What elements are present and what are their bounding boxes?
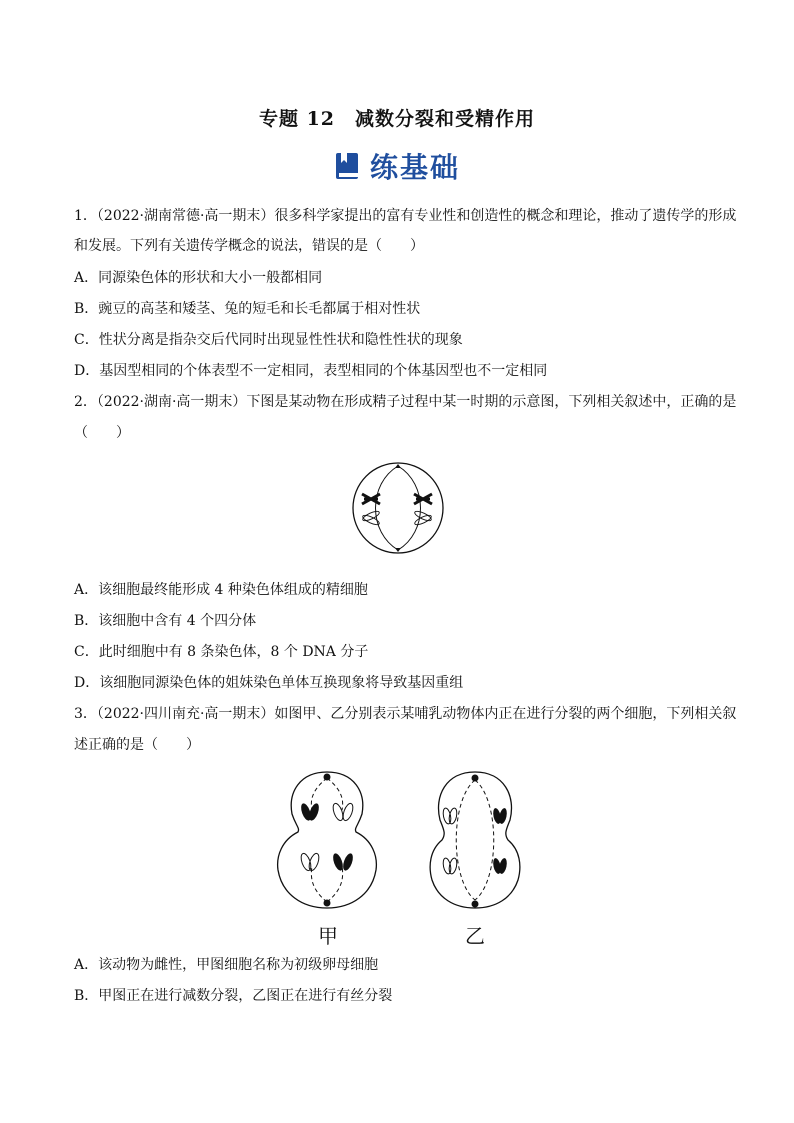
q2-option-c: C．此时细胞中有 8 条染色体，8 个 DNA 分子 <box>74 644 369 660</box>
q3-cell-yi-figure <box>420 770 530 910</box>
q1-stem-line1: 1．（2022·湖南常德·高一期末）很多科学家提出的富有专业性和创造性的概念和理论，推动了遗传学的形成 <box>74 208 737 224</box>
q3-stem-line1: 3．（2022·四川南充·高一期末）如图甲、乙分别表示某哺乳动物体内正在进行分裂的两个细胞，下列相关叙 <box>74 706 737 722</box>
section-banner-text: 练基础 <box>370 151 461 184</box>
q2-option-d: D．该细胞同源染色体的姐妹染色单体互换现象将导致基因重组 <box>74 675 464 691</box>
q2-cell-figure <box>344 460 452 556</box>
q1-stem-line2: 和发展。下列有关遗传学概念的说法，错误的是（ ） <box>74 238 424 254</box>
q3-cell-jia-figure <box>272 770 382 910</box>
q3-option-a: A．该动物为雌性，甲图细胞名称为初级卵母细胞 <box>74 957 379 973</box>
q2-option-b: B．该细胞中含有 4 个四分体 <box>74 613 257 629</box>
q1-option-b: B．豌豆的高茎和矮茎、兔的短毛和长毛都属于相对性状 <box>74 301 421 317</box>
q2-stem-line1: 2．（2022·湖南·高一期末）下图是某动物在形成精子过程中某一时期的示意图，下列相关叙述中，正确的是 <box>74 394 737 410</box>
book-icon <box>334 151 362 181</box>
q1-option-d: D．基因型相同的个体表型不一定相同，表型相同的个体基因型也不一定相同 <box>74 363 548 379</box>
q1-option-c: C．性状分离是指杂交后代同时出现显性性状和隐性性状的现象 <box>74 332 463 348</box>
q3-figure-label-jia: 甲 <box>318 924 338 948</box>
q3-stem-line2: 述正确的是（ ） <box>74 737 200 753</box>
q1-option-a: A．同源染色体的形状和大小一般都相同 <box>74 270 323 286</box>
q2-stem-line2: （ ） <box>74 425 130 441</box>
section-banner <box>334 148 460 184</box>
q2-option-a: A．该细胞最终能形成 4 种染色体组成的精细胞 <box>74 582 368 598</box>
q3-option-b: B．甲图正在进行减数分裂，乙图正在进行有丝分裂 <box>74 988 393 1004</box>
page-title: 专题 12 减数分裂和受精作用 <box>258 108 536 130</box>
q3-figure-label-yi: 乙 <box>465 924 485 948</box>
